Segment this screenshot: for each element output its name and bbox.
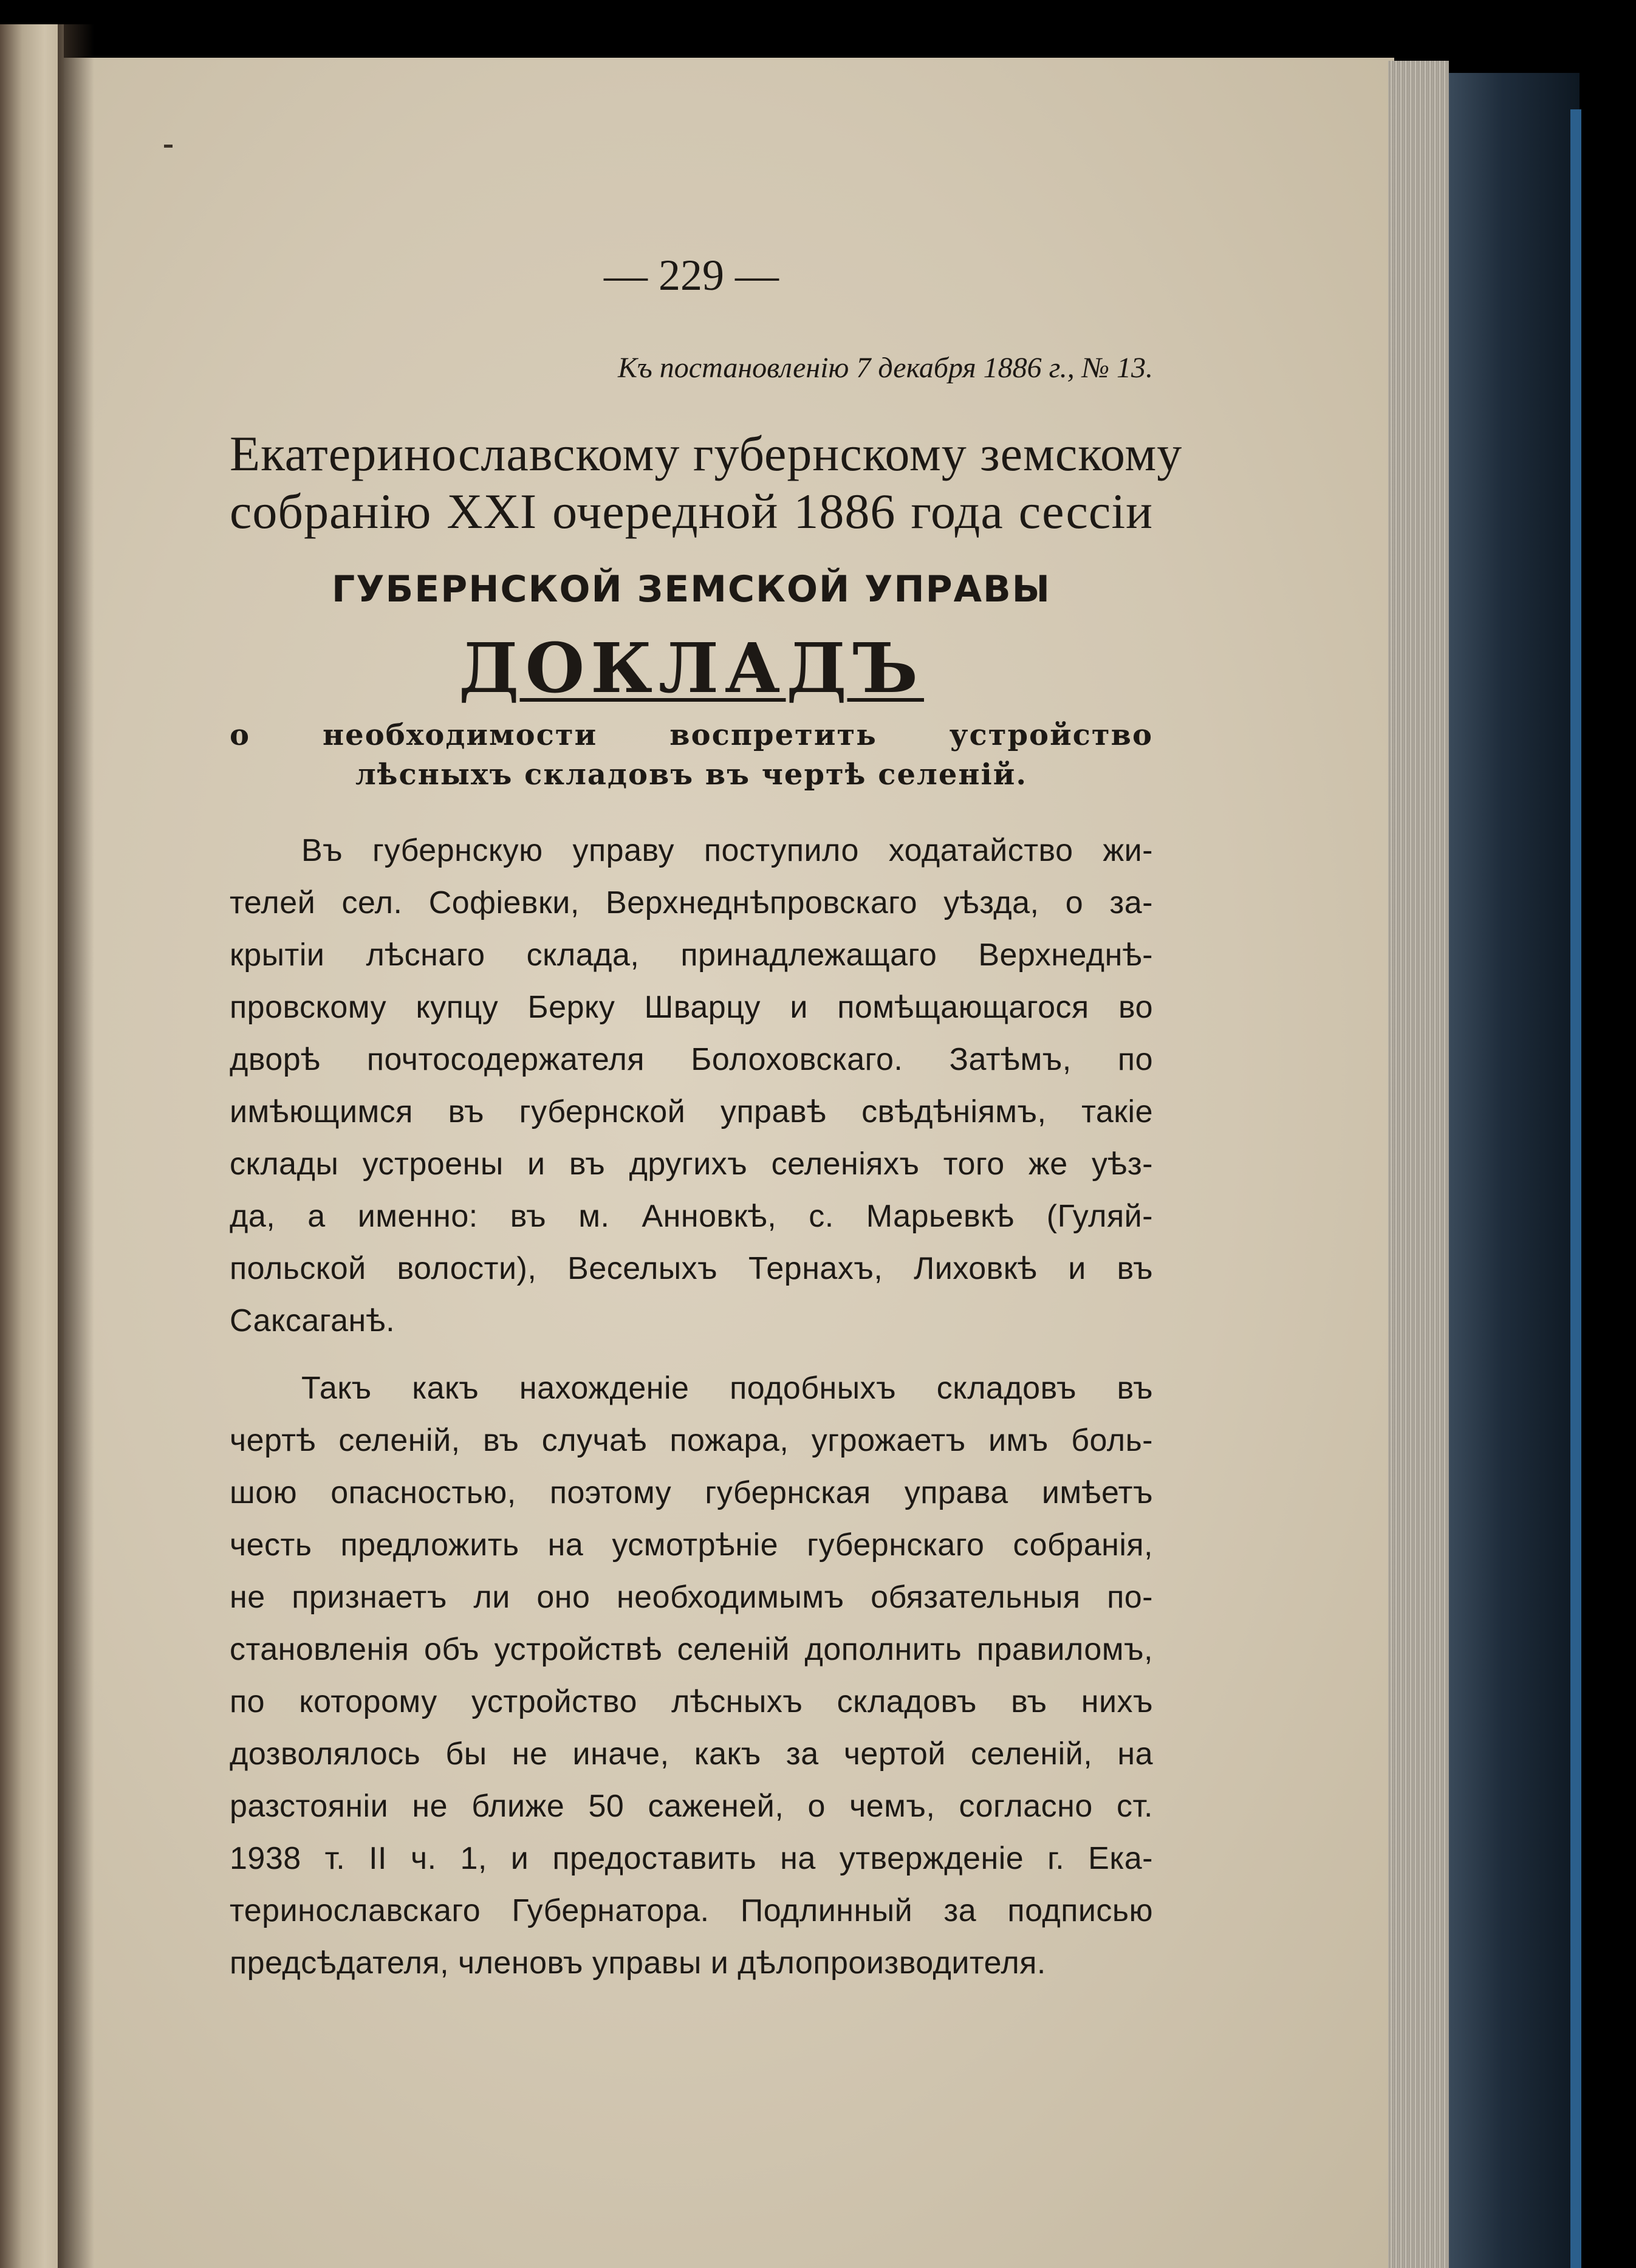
address-line: собранію XXI очередной 1886 года сессіи: [230, 484, 1153, 539]
text-line: становленія объ устройствѣ селеній дополнить правиломъ,: [230, 1632, 1153, 1667]
text-line: не признаетъ ли оно необходимымъ обязательныя по-: [230, 1580, 1153, 1615]
text-line: склады устроены и въ другихъ селеніяхъ того же уѣз-: [230, 1146, 1153, 1182]
text-line: 1938 т. II ч. 1, и предоставить на утвержденіе г. Ека-: [230, 1841, 1153, 1876]
page-stack-edge: [1388, 61, 1449, 2268]
text-line: телей сел. Софіевки, Верхнеднѣпровскаго уѣзда, о за-: [230, 885, 1153, 920]
text-line: провскому купцу Берку Шварцу и помѣщающагося во: [230, 990, 1153, 1025]
book-gutter-shadow: [58, 24, 94, 2268]
subject-line: лѣсныхъ складовъ въ чертѣ селеній.: [355, 758, 1028, 792]
address-line: Екатеринославскому губернскому земскому: [230, 426, 1183, 481]
facing-page-edge: [0, 24, 64, 2268]
text-line: крытіи лѣснаго склада, принадлежащаго Верхнеднѣ-: [230, 937, 1153, 973]
text-line: дозволялось бы не иначе, какъ за чертой селеній, на: [230, 1736, 1153, 1772]
page-number: — 229 —: [604, 251, 779, 300]
book-cover-edge: [1449, 73, 1580, 2268]
text-line: предсѣдателя, членовъ управы и дѣлопроизводителя.: [230, 1945, 1046, 1981]
text-line: шою опасностью, поэтому губернская управа имѣетъ: [230, 1475, 1153, 1510]
margin-mark: [164, 145, 173, 148]
report-title: ДОКЛАДЪ: [458, 629, 924, 708]
text-line: польской волости), Веселыхъ Тернахъ, Лиховкѣ и въ: [230, 1251, 1153, 1286]
text-line: Въ губернскую управу поступило ходатайство жи-: [301, 833, 1153, 868]
board-heading: ГУБЕРНСКОЙ ЗЕМСКОЙ УПРАВЫ: [332, 568, 1051, 611]
text-line: чертѣ селеній, въ случаѣ пожара, угрожаетъ имъ боль-: [230, 1423, 1153, 1458]
text-line: Саксаганѣ.: [230, 1303, 395, 1338]
text-line: теринославскаго Губернатора. Подлинный за подписью: [230, 1893, 1153, 1928]
resolution-reference: Къ постановленію 7 декабря 1886 г., № 13.: [617, 352, 1153, 384]
text-line: Такъ какъ нахожденіе подобныхъ складовъ въ: [301, 1371, 1153, 1406]
subject-line: о необходимости воспретить устройство: [230, 718, 1153, 752]
text-line: честь предложить на усмотрѣніе губернскаго собранія,: [230, 1527, 1153, 1563]
text-line: разстояніи не ближе 50 саженей, о чемъ, согласно ст.: [230, 1789, 1153, 1824]
text-line: дворѣ почтосодержателя Болоховскаго. Затѣмъ, по: [230, 1042, 1153, 1077]
text-line: имѣющимся въ губернской управѣ свѣдѣніямъ, такіе: [230, 1094, 1153, 1129]
book-cover-rim: [1570, 109, 1581, 2268]
text-line: да, а именно: въ м. Анновкѣ, с. Марьевкѣ (Гуляй-: [230, 1199, 1153, 1234]
text-line: по которому устройство лѣсныхъ складовъ въ нихъ: [230, 1684, 1153, 1719]
